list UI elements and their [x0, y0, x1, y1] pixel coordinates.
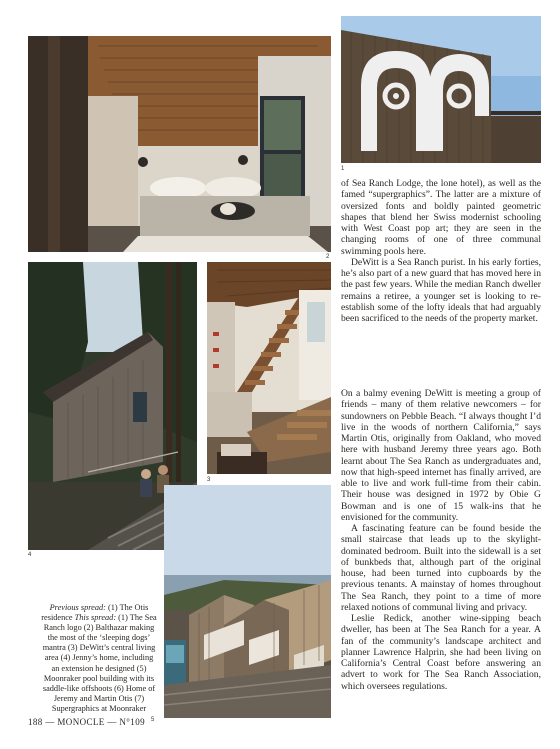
saddle-roof-houses-photo — [164, 485, 331, 718]
figure-number-1: 1 — [341, 166, 345, 172]
article-paragraph: A fascinating feature can be found beside the small staircase that leads up to the skylight-dominated bedroom. Built into the sidewall is a set of bunkbeds that, although part of the original house, had been turned into cupboards by the previous tenants. A mainstay of homes throughout The Sea Ranch, they point to a time of more relaxed notions of communal living and privacy. — [341, 523, 541, 613]
caption-lead2: This spread: — [74, 613, 117, 623]
photo-caption — [40, 603, 158, 714]
article-paragraph: of Sea Ranch Lodge, the lone hotel), as well as the famed “supergraphics”. The latter are a mixture of oversized fonts and boldly painted geometric shapes that blend her Swiss modernist schooling with West Coast pop art; they are seen in the changing rooms of one of three communal swimming pools here. — [341, 178, 541, 257]
barn-supergraphic-photo — [341, 16, 541, 163]
staircase-interior-photo — [207, 262, 331, 474]
article-column-bottom — [341, 388, 541, 692]
page-folio: 188 — MONOCLE — N°109 — [28, 717, 145, 727]
caption-lead: Previous spread: — [49, 603, 106, 612]
sleeping-loft-photo — [28, 36, 331, 252]
caption-lead-text: (1) The Otis residence — [41, 603, 149, 623]
article-column-top — [341, 178, 541, 324]
article-paragraph: Leslie Redick, another wine-sipping beach dweller, has been at The Sea Ranch for a year. A fan of the community’s landscape architect and planner Lawrence Halprin, she had been living on California’s Central Coast before answering an advert to work for The Sea Ranch Association, which oversees regulations. — [341, 613, 541, 692]
figure-number-5: 5 — [151, 717, 155, 723]
article-paragraph: DeWitt is a Sea Ranch purist. In his early forties, he’s also part of a new guard that has moved here in the past few years. While the median Ranch dweller remains a retiree, a younger set is looking to re-establish some of the lofty ideals that had arguably been sacrificed to the needs of the property market. — [341, 256, 541, 324]
caption-body: (1) The Sea Ranch logo (2) Balthazar making the most of the ‘sleeping dogs’ mantra (3) DeWitt’s central living area (4) Jenny’s home, including an extension he designed (5) Moonraker pool building with its saddle-like offshoots (6) Home of Jeremy and Martin Otis (7) Supergraphics at Moonraker — [42, 613, 157, 713]
article-paragraph: On a balmy evening DeWitt is meeting a group of friends – many of them relative newcomers – for sundowners on Pebble Beach. “I always thought I’d live in the woods of northern California,” says Martin Otis, originally from Oakland, who moved here with husband Jeremy three years ago. Both learnt about The Sea Ranch as undergraduates and, now that high-speed internet has finally arrived, are able to live and work full-time from their cabin. Their house was designed in 1972 by Obie G Bowman and is one of 15 walk-ins that he envisioned for the community. — [341, 388, 541, 523]
figure-number-2: 2 — [326, 254, 330, 260]
figure-number-4: 4 — [28, 552, 32, 558]
figure-number-3: 3 — [207, 477, 211, 483]
